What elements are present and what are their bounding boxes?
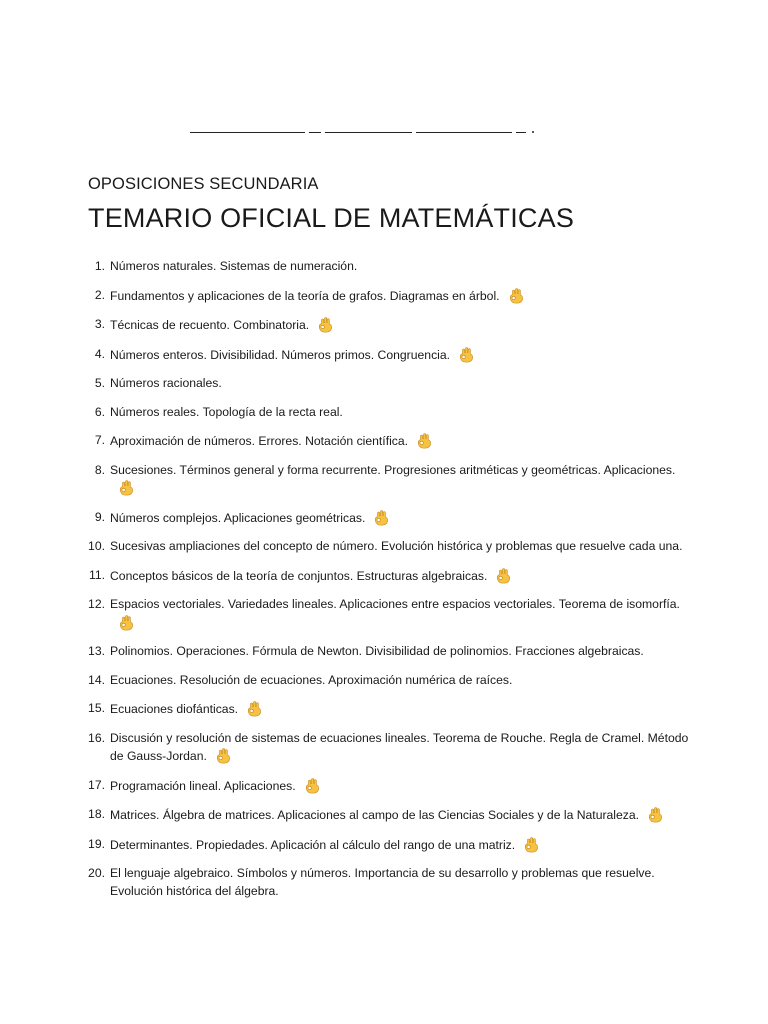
document-subtitle: OPOSICIONES SECUNDARIA [88, 175, 319, 193]
topic-item [80, 538, 700, 556]
rule-dot [532, 131, 534, 133]
rule-segment [325, 132, 412, 133]
topic-item [80, 462, 700, 498]
topic-item [80, 836, 700, 855]
ok-hand-icon [373, 509, 391, 527]
topic-text-wrap [110, 462, 700, 498]
ok-hand-icon [215, 747, 233, 765]
topic-text-wrap [110, 375, 700, 393]
topic-text-wrap [110, 432, 700, 451]
topic-item [80, 346, 700, 365]
topic-item [80, 596, 700, 632]
topic-text: Programación lineal. Aplicaciones. [110, 778, 296, 793]
ok-hand-icon [246, 700, 264, 718]
topic-text: Matrices. Álgebra de matrices. Aplicaciones al campo de las Ciencias Sociales y de la Naturaleza. [110, 808, 640, 822]
topic-text: Fundamentos y aplicaciones de la teoría de grafos. Diagramas en árbol. [110, 288, 500, 303]
topic-text: El lenguaje algebraico. Símbolos y números. Importancia de su desarrollo y problemas que resuelve. Evolución histórica del álgebra. [110, 866, 655, 898]
topic-text: Números enteros. Divisibilidad. Números primos. Congruencia. [110, 347, 451, 362]
topic-number: 3. [94, 317, 105, 331]
topic-text-wrap [110, 509, 700, 528]
topic-text-wrap [110, 316, 700, 335]
topic-text: Discusión y resolución de sistemas de ecuaciones lineales. Teorema de Rouche. Regla de Cramel. Método de Gauss-Jordan. [110, 730, 689, 763]
topic-number: 6. [94, 404, 105, 419]
topic-item [80, 567, 700, 586]
ok-hand-icon [647, 806, 665, 824]
ok-hand-icon [495, 567, 513, 585]
topic-item [80, 432, 700, 451]
ok-hand-icon [118, 614, 136, 632]
ok-hand-icon [118, 479, 136, 497]
topic-text-wrap [110, 672, 700, 690]
topic-text: Números naturales. Sistemas de numeración. [110, 259, 358, 273]
topic-text: Sucesivas ampliaciones del concepto de número. Evolución histórica y problemas que resuelve cada una. [110, 539, 683, 553]
ok-hand-icon [416, 432, 434, 450]
topic-text-wrap [110, 865, 700, 900]
header-rule [190, 131, 534, 133]
document-title: TEMARIO OFICIAL DE MATEMÁTICAS [88, 203, 575, 233]
topic-text: Aproximación de números. Errores. Notación científica. [110, 434, 409, 448]
rule-segment [190, 132, 305, 133]
topic-text-wrap [110, 777, 700, 796]
rule-segment [516, 132, 526, 133]
topic-number: 13. [88, 644, 105, 658]
topic-number: 5. [94, 376, 105, 390]
ok-hand-icon [523, 836, 541, 854]
topic-text-wrap [110, 700, 700, 719]
topic-text-wrap [110, 730, 700, 766]
topic-text: Números reales. Topología de la recta real. [110, 404, 343, 419]
topic-text-wrap [110, 538, 700, 556]
topic-text-wrap [110, 346, 700, 365]
topic-number: 4. [94, 346, 105, 361]
topic-number: 7. [94, 433, 105, 447]
topic-text: Números complejos. Aplicaciones geométricas. [110, 510, 366, 525]
topic-item [80, 287, 700, 306]
topic-number: 18. [88, 807, 105, 821]
topic-number: 10. [88, 539, 105, 553]
topic-item [80, 316, 700, 335]
topic-number: 17. [88, 777, 105, 792]
topic-text: Números racionales. [110, 376, 222, 390]
topic-item [80, 865, 700, 900]
topic-number: 2. [94, 287, 105, 302]
topic-item [80, 672, 700, 690]
topic-text: Polinomios. Operaciones. Fórmula de Newton. Divisibilidad de polinomios. Fracciones algebraicas. [110, 644, 644, 658]
topic-number: 8. [94, 462, 105, 477]
topic-item [80, 700, 700, 719]
topic-number: 1. [94, 259, 105, 273]
topic-text-wrap [110, 596, 700, 632]
topic-text: Ecuaciones. Resolución de ecuaciones. Aproximación numérica de raíces. [110, 672, 513, 687]
topic-text-wrap [110, 643, 700, 661]
topic-number: 14. [88, 672, 105, 687]
topic-item [80, 258, 700, 276]
topic-number: 20. [88, 866, 105, 880]
topic-text-wrap [110, 806, 700, 825]
topic-text-wrap [110, 836, 700, 855]
topic-text: Técnicas de recuento. Combinatoria. [110, 318, 310, 332]
topic-text-wrap [110, 567, 700, 586]
topic-number: 16. [88, 730, 105, 745]
topic-text-wrap [110, 287, 700, 306]
topic-text-wrap [110, 258, 700, 276]
rule-segment [416, 132, 512, 133]
topic-item [80, 404, 700, 422]
topic-number: 19. [88, 836, 105, 851]
topic-number: 12. [88, 597, 105, 611]
topic-text: Ecuaciones diofánticas. [110, 702, 239, 716]
topic-item [80, 730, 700, 766]
ok-hand-icon [508, 287, 526, 305]
topic-item [80, 777, 700, 796]
topic-number: 11. [88, 567, 105, 582]
topic-text: Conceptos básicos de la teoría de conjuntos. Estructuras algebraicas. [110, 568, 488, 583]
topic-text: Espacios vectoriales. Variedades lineales. Aplicaciones entre espacios vectoriales. Teorema de isomorfía. [110, 597, 680, 611]
ok-hand-icon [304, 777, 322, 795]
topic-number: 9. [94, 509, 105, 524]
ok-hand-icon [317, 316, 335, 334]
topic-item [80, 375, 700, 393]
topic-item [80, 643, 700, 661]
rule-segment [309, 132, 321, 133]
topic-text: Sucesiones. Términos general y forma recurrente. Progresiones aritméticas y geométricas. Aplicaciones. [110, 462, 676, 477]
topic-list [80, 258, 700, 900]
topic-text: Determinantes. Propiedades. Aplicación al cálculo del rango de una matriz. [110, 837, 516, 852]
topic-item [80, 509, 700, 528]
topic-text-wrap [110, 404, 700, 422]
topic-item [80, 806, 700, 825]
topic-number: 15. [88, 701, 105, 715]
ok-hand-icon [458, 346, 476, 364]
